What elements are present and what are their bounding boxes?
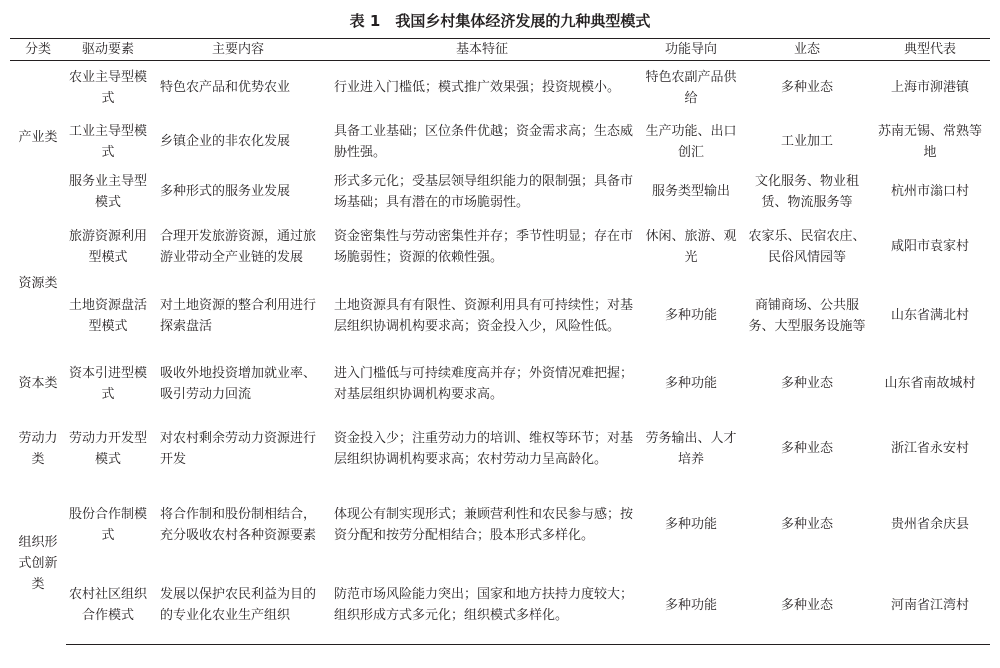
table-row (10, 415, 990, 483)
example-cell: 杭州市滃口村 (890, 184, 969, 199)
format-cell: 文化服务、物业租赁、物流服务等 (754, 173, 859, 210)
features-cell: 资金密集性与劳动密集性并存；季节性明显；存在市场脆弱性；资源的依赖性强。 (334, 228, 634, 265)
function-cell: 多种功能 (664, 517, 717, 532)
features-cell: 土地资源具有有限性、资源利用具有可持续性；对基层组织协调机构要求高；资金投入少，风险性低。 (334, 297, 634, 334)
header-format: 业态 (744, 39, 870, 61)
modes-table (10, 38, 990, 645)
features-cell: 进入门槛低与可持续难度高并存；外资情况难把握；对基层组织协调机构要求高。 (334, 365, 634, 402)
example-cell: 河南省江湾村 (870, 567, 990, 645)
example-cell: 山东省南故城村 (884, 376, 976, 391)
content-cell: 多种形式的服务业发展 (160, 184, 291, 199)
content-cell: 将合作制和股份制相结合，充分吸收农村各种资源要素 (160, 506, 317, 543)
driver-cell: 工业主导型模式 (69, 123, 148, 160)
function-cell: 生产功能、出口创汇 (645, 123, 737, 160)
table-row (10, 169, 990, 215)
table-row (10, 353, 990, 415)
format-cell: 多种业态 (744, 567, 870, 645)
features-cell: 行业进入门槛低；模式推广效果强；投资规模小。 (334, 80, 621, 96)
content-cell: 乡镇企业的非农化发展 (160, 134, 291, 149)
content-cell: 对土地资源的整合利用进行探索盘活 (160, 297, 317, 334)
category-cell: 资源类 (18, 276, 58, 291)
features-cell: 资金投入少；注重劳动力的培训、维权等环节；对基层组织协调机构要求高；农村劳动力呈高龄化。 (334, 430, 634, 467)
function-cell: 多种功能 (638, 567, 744, 645)
driver-cell: 股份合作制模式 (69, 506, 148, 543)
driver-cell: 服务业主导型模式 (69, 173, 148, 210)
features-cell: 体现公有制实现形式；兼顾营利性和农民参与感；按资分配和按劳分配相结合；股本形式多样化。 (334, 506, 634, 543)
function-cell: 特色农副产品供给 (645, 69, 737, 106)
header-driver: 驱动要素 (66, 39, 150, 61)
example-cell: 贵州省余庆县 (890, 517, 969, 532)
category-cell: 产业类 (18, 130, 58, 146)
content-cell: 合理开发旅游资源，通过旅游业带动全产业链的发展 (160, 228, 317, 265)
table-row (10, 567, 990, 645)
table-row (10, 61, 990, 115)
table-title: 表 1 我国乡村集体经济发展的九种典型模式 (349, 12, 651, 30)
header-content: 主要内容 (150, 39, 326, 61)
category-cell: 资本类 (18, 376, 58, 391)
header-category: 分类 (10, 39, 66, 61)
driver-cell: 劳动力开发型模式 (69, 430, 148, 467)
driver-cell: 旅游资源利用型模式 (69, 228, 148, 265)
function-cell: 服务类型输出 (651, 184, 730, 199)
format-cell: 多种业态 (780, 517, 833, 532)
format-cell: 商铺商场、公共服务、大型服务设施等 (748, 297, 866, 334)
example-cell: 山东省满北村 (890, 308, 969, 323)
format-cell: 多种业态 (780, 80, 833, 96)
features-cell: 具备工业基础；区位条件优越；资金需求高；生态威胁性强。 (334, 123, 634, 160)
driver-cell: 资本引进型模式 (69, 365, 148, 402)
features-cell: 形式多元化；受基层领导组织能力的限制强；具备市场基础；具有潜在的市场脆弱性。 (334, 173, 634, 210)
example-cell: 浙江省永安村 (890, 441, 969, 456)
content-cell: 吸收外地投资增加就业率、吸引劳动力回流 (160, 365, 317, 402)
table-row (10, 215, 990, 279)
format-cell: 多种业态 (780, 376, 833, 391)
table-row (10, 483, 990, 567)
function-cell: 劳务输出、人才培养 (645, 430, 737, 467)
function-cell: 休闲、旅游、观光 (645, 228, 737, 265)
category-cell: 组织形式创新类 (18, 535, 58, 592)
driver-cell: 农村社区组织合作模式 (66, 567, 150, 645)
category-cell: 劳动力类 (18, 430, 58, 467)
table-row (10, 279, 990, 353)
example-cell: 咸阳市袁家村 (890, 239, 969, 254)
format-cell: 农家乐、民宿农庄、民俗风情园等 (748, 228, 866, 265)
format-cell: 多种业态 (780, 441, 833, 456)
header-features: 基本特征 (326, 39, 638, 61)
header-row (10, 39, 990, 61)
function-cell: 多种功能 (664, 308, 717, 323)
example-cell: 上海市泖港镇 (890, 80, 969, 96)
example-cell: 苏南无锡、常熟等地 (877, 123, 982, 160)
content-cell: 发展以保护农民利益为目的的专业化农业生产组织 (150, 567, 326, 645)
table-row (10, 115, 990, 169)
header-function: 功能导向 (638, 39, 744, 61)
features-cell: 防范市场风险能力突出；国家和地方扶持力度较大；组织形成方式多元化；组织模式多样化。 (326, 567, 638, 645)
content-cell: 特色农产品和优势农业 (160, 80, 291, 96)
driver-cell: 农业主导型模式 (69, 69, 148, 106)
content-cell: 对农村剩余劳动力资源进行开发 (160, 430, 317, 467)
function-cell: 多种功能 (664, 376, 717, 391)
header-example: 典型代表 (870, 39, 990, 61)
driver-cell: 土地资源盘活型模式 (69, 297, 148, 334)
format-cell: 工业加工 (780, 134, 833, 149)
